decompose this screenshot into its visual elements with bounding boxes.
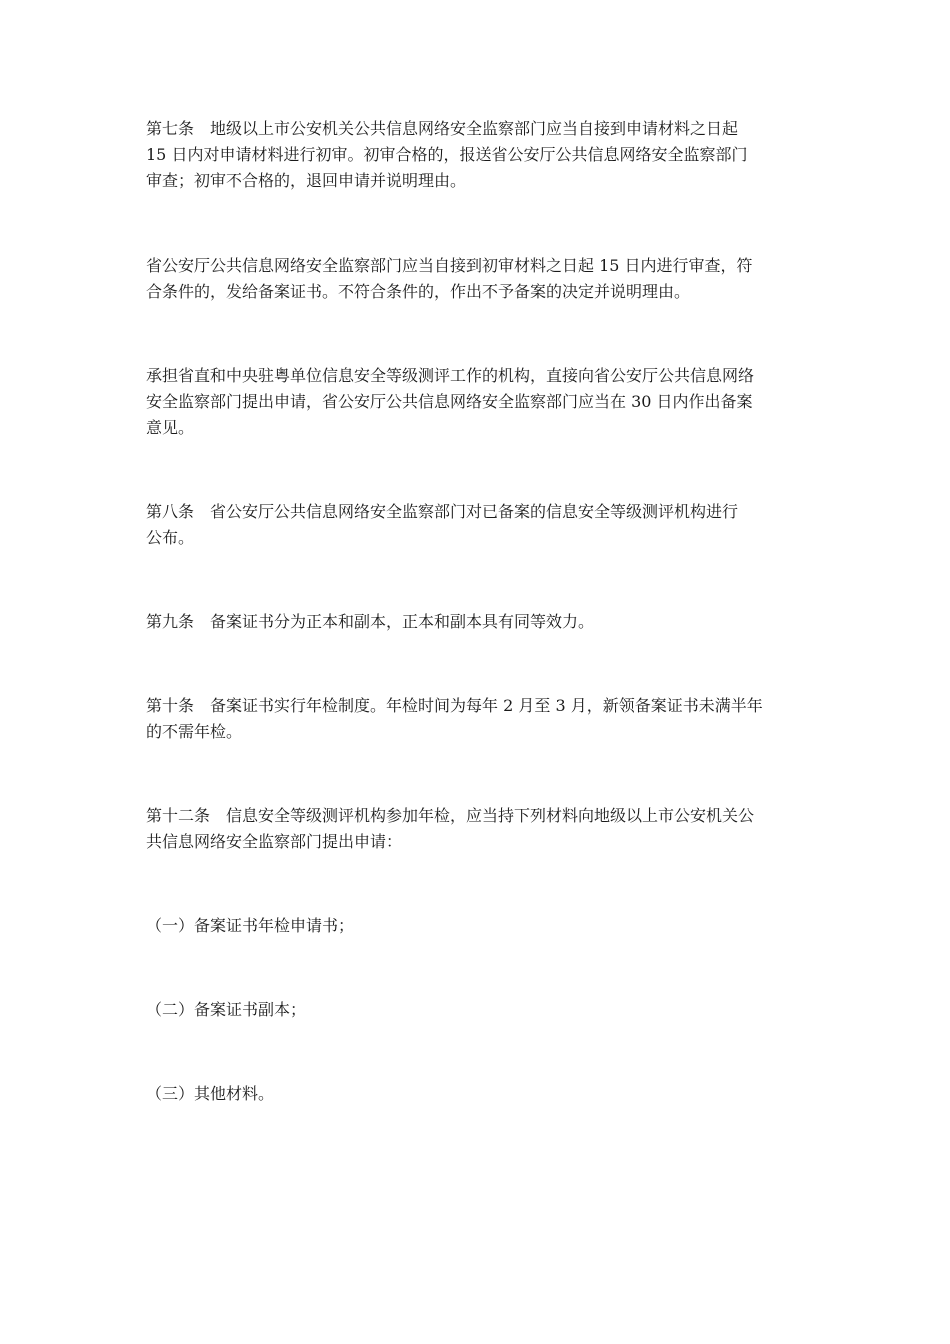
text-line: 第十二条 信息安全等级测评机构参加年检，应当持下列材料向地级以上市公安机关公 [146, 806, 755, 825]
article-12-paragraph [146, 803, 810, 855]
text-line: 第八条 省公安厅公共信息网络安全监察部门对已备案的信息安全等级测评机构进行 [146, 502, 739, 521]
text-line: 的不需年检。 [146, 722, 243, 741]
text-line: 审查；初审不合格的，退回申请并说明理由。 [146, 171, 467, 190]
text-line: 第九条 备案证书分为正本和副本，正本和副本具有同等效力。 [146, 612, 595, 631]
article-7-review-paragraph [146, 253, 810, 305]
list-item-3 [146, 1081, 810, 1107]
text-line: 安全监察部门提出申请，省公安厅公共信息网络安全监察部门应当在 30 日内作出备案 [146, 392, 753, 411]
text-line: 合条件的，发给备案证书。不符合条件的，作出不予备案的决定并说明理由。 [146, 282, 691, 301]
article-9-paragraph [146, 609, 810, 635]
text-line: 意见。 [146, 418, 195, 437]
text-line: 承担省直和中央驻粤单位信息安全等级测评工作的机构，直接向省公安厅公共信息网络 [146, 366, 755, 385]
text-line: 省公安厅公共信息网络安全监察部门应当自接到初审材料之日起 15 日内进行审查，符 [146, 256, 753, 275]
text-line: （二）备案证书副本； [146, 1000, 307, 1019]
list-item-1 [146, 913, 810, 939]
text-line: （一）备案证书年检申请书； [146, 916, 355, 935]
text-line: （三）其他材料。 [146, 1084, 275, 1103]
article-7-provincial-paragraph [146, 363, 810, 441]
text-line: 第七条 地级以上市公安机关公共信息网络安全监察部门应当自接到申请材料之日起 [146, 119, 739, 138]
article-7-paragraph [146, 116, 810, 194]
list-item-2 [146, 997, 810, 1023]
text-line: 公布。 [146, 528, 195, 547]
text-line: 第十条 备案证书实行年检制度。年检时间为每年 2 月至 3 月，新领备案证书未满半年 [146, 696, 763, 715]
text-line: 共信息网络安全监察部门提出申请： [146, 832, 403, 851]
article-8-paragraph [146, 499, 810, 551]
article-10-paragraph [146, 693, 810, 745]
text-line: 15 日内对申请材料进行初审。初审合格的，报送省公安厅公共信息网络安全监察部门 [146, 145, 748, 164]
